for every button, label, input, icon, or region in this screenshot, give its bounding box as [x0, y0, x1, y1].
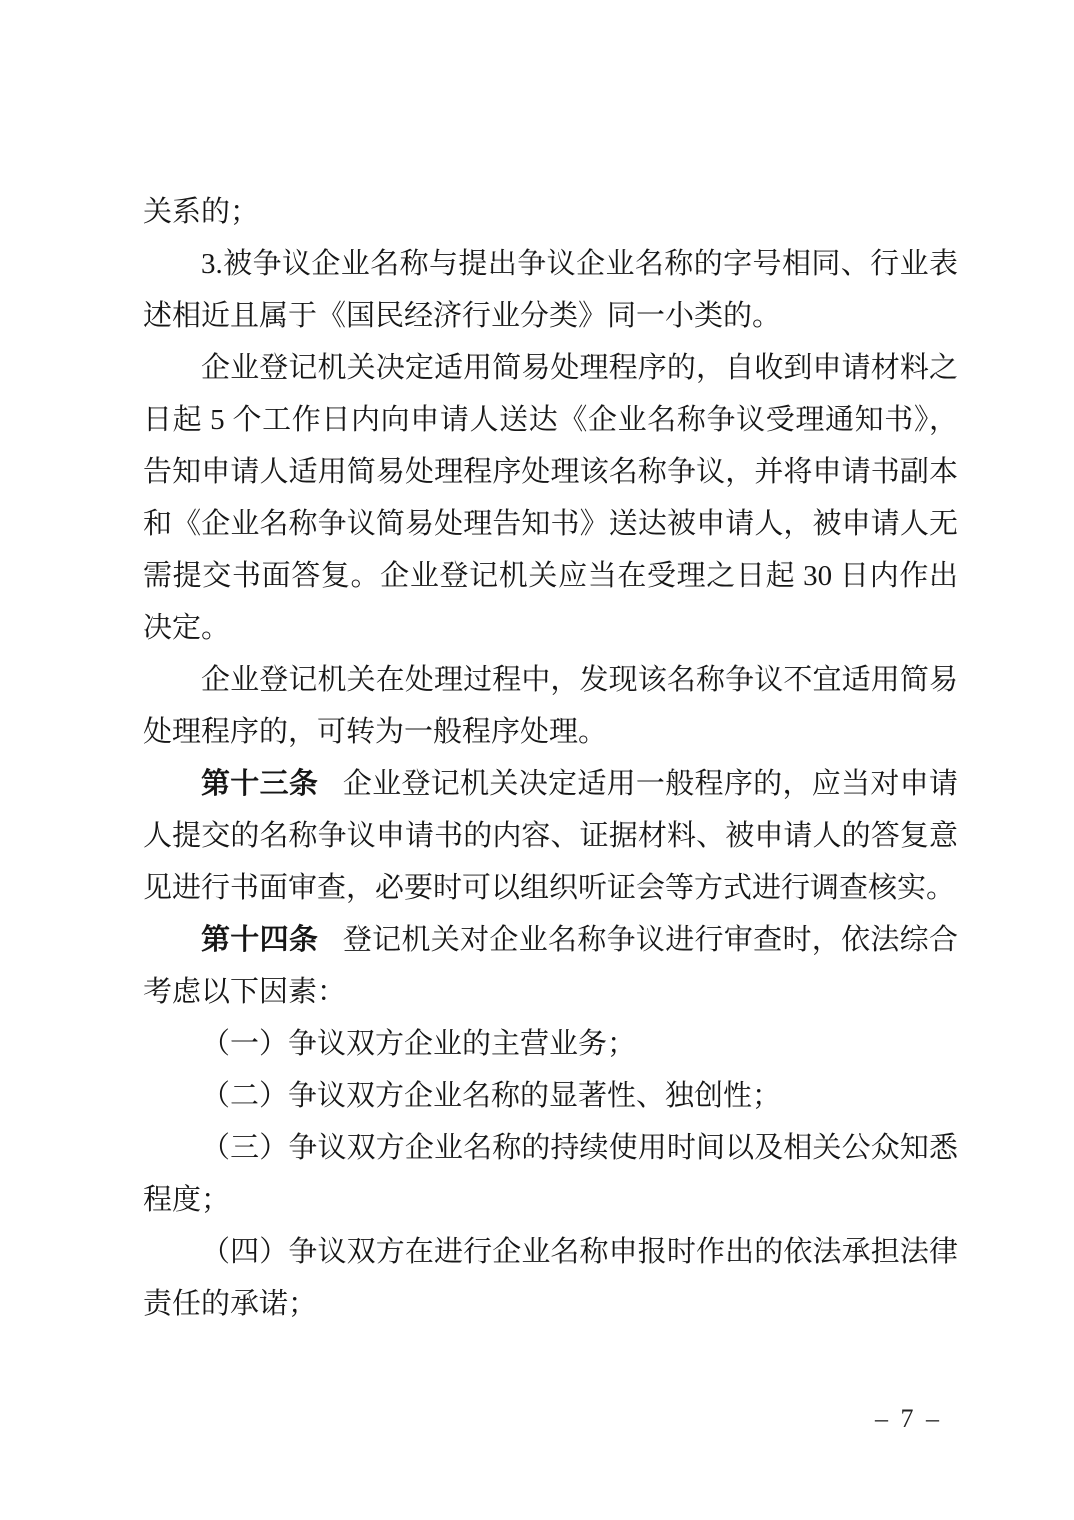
text-run: 企业登记机关决定适用一般程序的，应当对申请 — [342, 768, 958, 800]
text-run: （四）争议双方在进行企业名称申报时作出的依法承担法律 — [201, 1236, 958, 1268]
text-line — [143, 758, 958, 810]
text-run: 人提交的名称争议申请书的内容、证据材料、被申请人的答复意 — [143, 820, 958, 852]
text-line — [143, 1278, 958, 1330]
text-line — [143, 550, 958, 602]
text-line — [143, 1122, 958, 1174]
text-line — [143, 394, 958, 446]
document-body — [143, 186, 958, 1330]
text-line — [143, 1226, 958, 1278]
text-line — [143, 1174, 958, 1226]
text-run: 决定。 — [143, 612, 231, 644]
text-run: 责任的承诺； — [143, 1288, 318, 1320]
text-run: 登记机关对企业名称争议进行审查时，依法综合 — [342, 924, 958, 956]
text-run: （二）争议双方企业名称的显著性、独创性； — [201, 1080, 782, 1112]
text-run: 需提交书面答复。企业登记机关应当在受理之日起 30 日内作出 — [143, 560, 958, 592]
text-line — [143, 1018, 958, 1070]
text-run: 程度； — [143, 1184, 231, 1216]
text-run: 企业登记机关决定适用简易处理程序的，自收到申请材料之 — [201, 352, 958, 384]
text-run: 述相近且属于《国民经济行业分类》同一小类的。 — [143, 300, 782, 332]
text-line — [143, 862, 958, 914]
text-line — [143, 654, 958, 706]
text-run: （一）争议双方企业的主营业务； — [201, 1028, 637, 1060]
text-run: 3.被争议企业名称与提出争议企业名称的字号相同、行业表 — [201, 248, 958, 280]
text-line — [143, 186, 958, 238]
article-heading: 第十四条 — [201, 924, 319, 956]
text-run: 和《企业名称争议简易处理告知书》送达被申请人，被申请人无 — [143, 508, 958, 540]
text-line — [143, 1070, 958, 1122]
text-run: 告知申请人适用简易处理程序处理该名称争议，并将申请书副本 — [143, 456, 958, 488]
text-run: 企业登记机关在处理过程中，发现该名称争议不宜适用简易 — [201, 664, 958, 696]
text-run: 处理程序的，可转为一般程序处理。 — [143, 716, 608, 748]
text-line — [143, 446, 958, 498]
text-line — [143, 602, 958, 654]
text-line — [143, 498, 958, 550]
text-line — [143, 914, 958, 966]
article-heading: 第十三条 — [201, 768, 319, 800]
text-line — [143, 342, 958, 394]
text-line — [143, 238, 958, 290]
text-line — [143, 966, 958, 1018]
text-run: （三）争议双方企业名称的持续使用时间以及相关公众知悉 — [201, 1132, 958, 1164]
text-run: 关系的； — [143, 196, 260, 228]
text-line — [143, 290, 958, 342]
text-run: 考虑以下因素： — [143, 976, 347, 1008]
text-run: 见进行书面审查，必要时可以组织听证会等方式进行调查核实。 — [143, 872, 956, 904]
text-run: 日起 5 个工作日内向申请人送达《企业名称争议受理通知书》， — [143, 404, 958, 436]
text-line — [143, 706, 958, 758]
text-line — [143, 810, 958, 862]
page-number: – 7 – — [875, 1404, 942, 1433]
